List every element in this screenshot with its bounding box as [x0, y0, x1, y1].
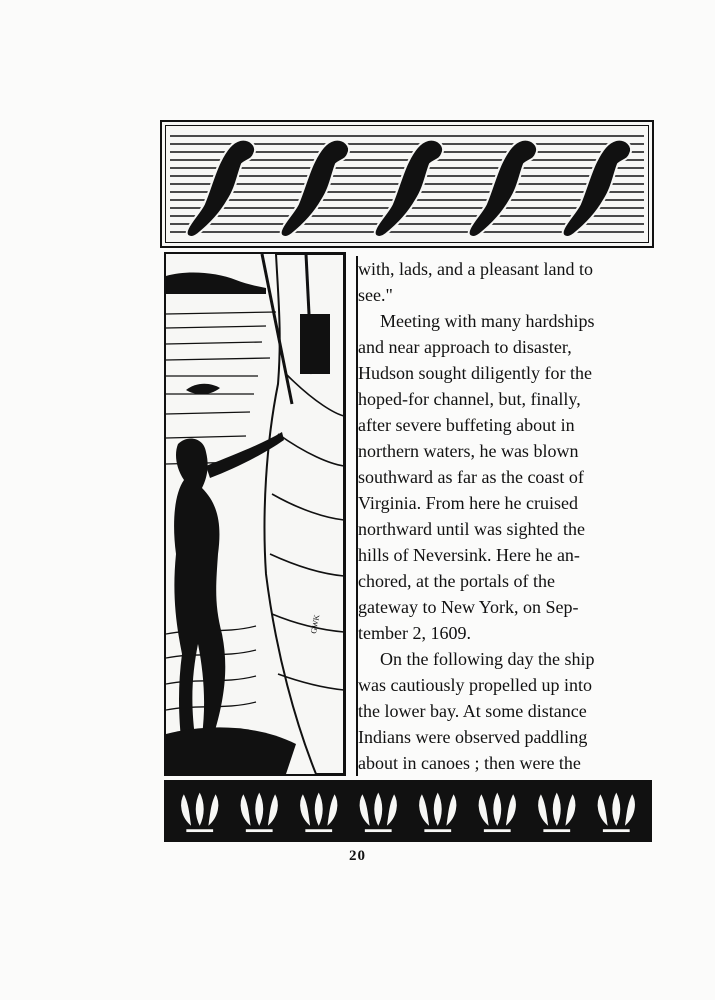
illustration-panel — [164, 252, 346, 776]
text-line: about in canoes ; then were the — [358, 753, 581, 773]
tulip-border-band — [164, 780, 652, 842]
text-line: Hudson sought diligently for the — [358, 363, 592, 383]
artist-monogram: GWK — [309, 613, 322, 635]
text-line: with, lads, and a pleasant land to — [358, 259, 593, 279]
text-line: tember 2, 1609. — [358, 623, 471, 643]
text-line: and near approach to disaster, — [358, 337, 572, 357]
text-line: the lower bay. At some distance — [358, 701, 587, 721]
beaver-border-band — [160, 120, 654, 248]
text-line: Virginia. From here he cruised — [358, 493, 579, 513]
indian-and-ship-illustration — [166, 254, 344, 774]
text-line: chored, at the portals of the — [358, 571, 555, 591]
text-line: southward as far as the coast of — [358, 467, 584, 487]
page-frame — [160, 120, 652, 842]
text-line: Meeting with many hardships — [380, 311, 595, 331]
tulip-pattern — [166, 782, 650, 840]
beaver-pattern — [162, 122, 652, 246]
text-line: On the following day the ship — [380, 649, 595, 669]
text-line: hoped-for channel, but, finally, — [358, 389, 581, 409]
text-line: after severe buffeting about in — [358, 415, 575, 435]
text-line: hills of Neversink. Here he an- — [358, 545, 580, 565]
text-line: was cautiously propelled up into — [358, 675, 592, 695]
text-line: northward until was sighted the — [358, 519, 585, 539]
page-number: 20 — [349, 848, 366, 864]
body-text-column — [356, 256, 654, 776]
text-line: gateway to New York, on Sep- — [358, 597, 579, 617]
text-line: northern waters, he was blown — [358, 441, 579, 461]
text-line: Indians were observed paddling — [358, 727, 588, 747]
text-line: see." — [358, 285, 393, 305]
